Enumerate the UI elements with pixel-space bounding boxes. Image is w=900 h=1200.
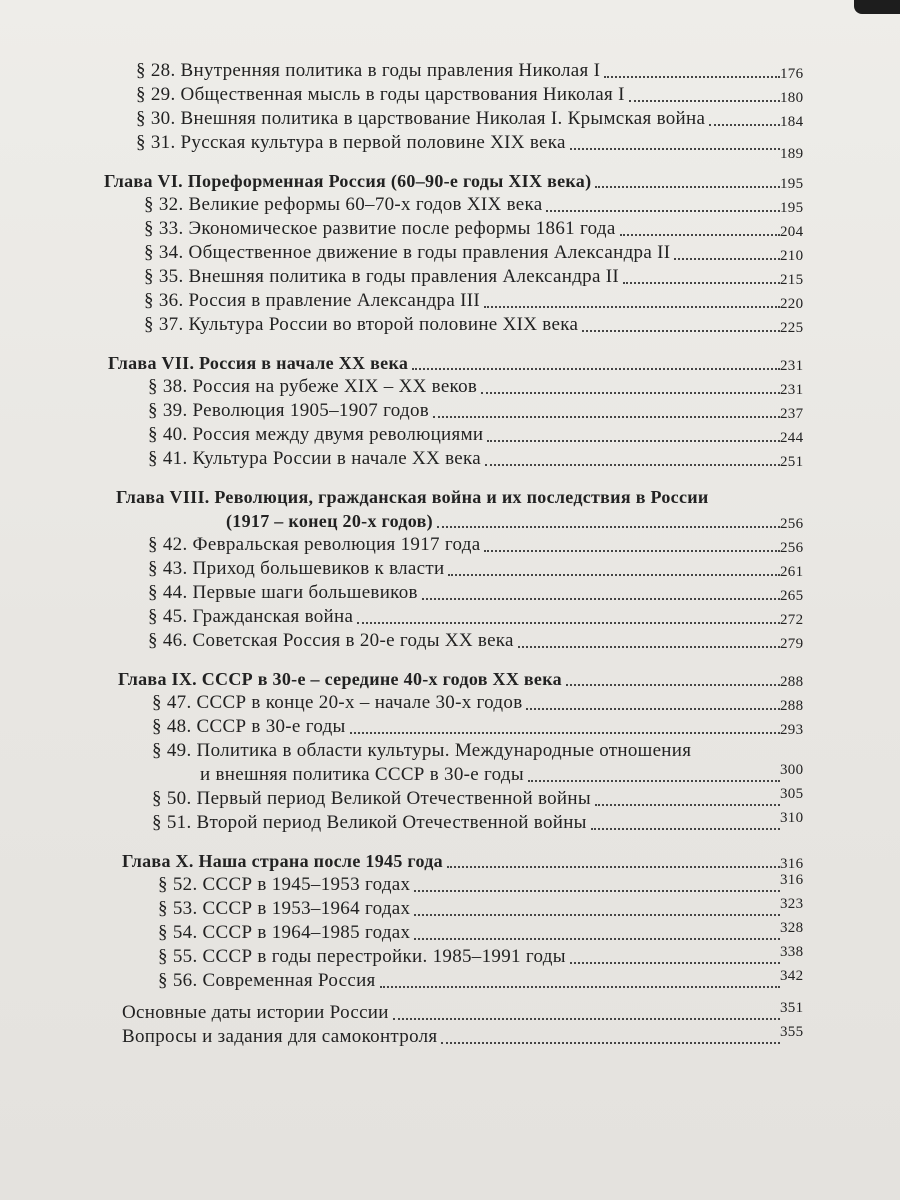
dot-leader (526, 708, 780, 710)
page-number: 195 (780, 200, 804, 216)
toc-entry-title: § 48. СССР в 30-е годы (152, 716, 346, 737)
toc-entry-title: § 44. Первые шаги большевиков (148, 582, 418, 603)
page-number: 288 (780, 698, 804, 714)
page-number: 293 (780, 722, 804, 738)
dot-leader (357, 622, 780, 624)
section-row[interactable] (100, 218, 804, 240)
chapter-row[interactable] (100, 486, 788, 508)
toc-entry-title: Глава VI. Пореформенная Россия (60–90-е годы XIX века) (104, 171, 592, 191)
page-number: 279 (780, 636, 804, 652)
section-row[interactable] (100, 582, 804, 604)
section-row[interactable] (100, 242, 804, 264)
section-row[interactable] (100, 314, 804, 336)
page-number: 316 (780, 856, 804, 872)
section-row[interactable] (100, 944, 804, 968)
toc-entry-title: § 38. Россия на рубеже XIX – XX веков (148, 376, 478, 397)
dot-leader (528, 780, 780, 782)
dot-leader (546, 210, 780, 212)
section-row[interactable] (100, 400, 804, 422)
page-number: 328 (780, 920, 804, 936)
section-row[interactable] (100, 424, 804, 446)
dot-leader (414, 890, 780, 892)
dot-leader (595, 186, 780, 188)
dot-leader (380, 986, 780, 988)
toc-entry-title: § 54. СССР в 1964–1985 годах (158, 922, 411, 943)
page-number: 323 (780, 896, 804, 912)
page-number: 256 (780, 540, 804, 556)
page-number: 231 (780, 382, 804, 398)
dot-leader (709, 124, 780, 126)
page-number: 237 (780, 406, 804, 422)
toc-entry-title: Глава VII. Россия в начале XX века (108, 353, 409, 373)
toc-entry-title: и внешняя политика СССР в 30-е годы (200, 764, 524, 785)
section-gap (100, 992, 788, 1000)
section-row[interactable] (100, 376, 804, 398)
dot-leader (487, 440, 780, 442)
page-number: 180 (780, 90, 804, 106)
page-number: 256 (780, 516, 804, 532)
dot-leader (591, 828, 780, 830)
section-row[interactable] (100, 692, 804, 714)
page-number: 316 (780, 872, 804, 888)
toc-entry-title: § 30. Внешняя политика в царствование Николая I. Крымская война (136, 108, 706, 129)
toc-entry-title: § 55. СССР в годы перестройки. 1985–1991 годы (158, 946, 566, 967)
toc-entry-title: § 45. Гражданская война (148, 606, 354, 627)
section-row[interactable] (100, 920, 804, 944)
toc-entry-title: Глава IX. СССР в 30-е – середине 40-х годов XX века (118, 669, 562, 689)
page-number: 300 (780, 762, 804, 778)
section-row[interactable] (100, 762, 804, 786)
toc-entry-title: § 32. Великие реформы 60–70-х годов XIX века (144, 194, 543, 215)
dot-leader (422, 598, 780, 600)
toc-entry-title: § 40. Россия между двумя революциями (148, 424, 484, 445)
section-gap (100, 154, 788, 168)
page-number: 215 (780, 272, 804, 288)
dot-leader (629, 100, 780, 102)
toc-entry-title: § 42. Февральская революция 1917 года (148, 534, 481, 555)
dot-leader (350, 732, 780, 734)
dot-leader (481, 392, 780, 394)
toc-entry-title: § 28. Внутренняя политика в годы правления Николая I (136, 60, 601, 81)
section-row[interactable] (100, 132, 804, 162)
chapter-row[interactable] (100, 170, 804, 192)
toc-entry-title: § 46. Советская Россия в 20-е годы XX века (148, 630, 514, 651)
section-gap (100, 470, 788, 484)
chapter-row[interactable] (100, 668, 804, 690)
dot-leader (582, 330, 780, 332)
page-number: 288 (780, 674, 804, 690)
section-row[interactable] (100, 266, 804, 288)
dot-leader (414, 938, 780, 940)
section-row[interactable] (100, 84, 804, 106)
section-row[interactable] (100, 606, 804, 628)
page-number: 204 (780, 224, 804, 240)
toc-entry-title: § 35. Внешняя политика в годы правления Александра II (144, 266, 620, 287)
page-number: 184 (780, 114, 804, 130)
toc-entry-title: § 47. СССР в конце 20-х – начале 30-х годов (152, 692, 523, 713)
toc-entry-title: Глава X. Наша страна после 1945 года (122, 851, 443, 871)
page-number: 310 (780, 810, 804, 826)
page-number: 338 (780, 944, 804, 960)
dot-leader (623, 282, 780, 284)
dot-leader (447, 866, 780, 868)
dot-leader (518, 646, 780, 648)
section-gap (100, 336, 788, 350)
section-row[interactable] (100, 968, 804, 992)
section-row[interactable] (100, 716, 804, 738)
page-number: 351 (780, 1000, 804, 1016)
toc-entry-title: § 53. СССР в 1953–1964 годах (158, 898, 411, 919)
toc-entry-title: § 41. Культура России в начале XX века (148, 448, 481, 469)
dot-leader (484, 550, 780, 552)
page-number: 265 (780, 588, 804, 604)
page-number: 251 (780, 454, 804, 470)
toc-entry-title: § 37. Культура России во второй половине XIX века (144, 314, 579, 335)
toc-entry-title: § 51. Второй период Великой Отечественной войны (152, 812, 587, 833)
toc-entry-title: Вопросы и задания для самоконтроля (122, 1026, 438, 1047)
dot-leader (448, 574, 780, 576)
page-number: 195 (780, 176, 804, 192)
section-row[interactable] (100, 448, 804, 470)
dot-leader (604, 76, 780, 78)
dot-leader (570, 962, 780, 964)
section-row[interactable] (100, 630, 804, 652)
chapter-row[interactable] (100, 850, 804, 872)
table-of-contents (100, 58, 804, 1048)
page-number: 272 (780, 612, 804, 628)
dot-leader (674, 258, 780, 260)
toc-entry-title: § 56. Современная Россия (158, 970, 376, 991)
page-number: 244 (780, 430, 804, 446)
toc-entry-title: § 50. Первый период Великой Отечественной войны (152, 788, 591, 809)
dot-leader (412, 368, 780, 370)
page-number: 305 (780, 786, 804, 802)
page-number: 189 (780, 146, 804, 162)
dot-leader (484, 306, 780, 308)
chapter-row[interactable] (100, 510, 804, 532)
dot-leader (433, 416, 780, 418)
dot-leader (566, 684, 780, 686)
section-row[interactable] (100, 290, 804, 312)
section-row[interactable] (100, 740, 788, 762)
page-number: 342 (780, 968, 804, 984)
section-row[interactable] (100, 558, 804, 580)
dot-leader (620, 234, 780, 236)
page-number: 231 (780, 358, 804, 374)
dot-leader (441, 1042, 780, 1044)
page-number: 220 (780, 296, 804, 312)
toc-entry-title: § 31. Русская культура в первой половине XIX века (136, 132, 566, 153)
section-row[interactable] (100, 872, 804, 896)
toc-entry-title: § 43. Приход большевиков к власти (148, 558, 445, 579)
section-row[interactable] (100, 534, 804, 556)
page-number: 261 (780, 564, 804, 580)
section-gap (100, 652, 788, 666)
page-number: 210 (780, 248, 804, 264)
section-gap (100, 834, 788, 848)
toc-entry-title: Основные даты истории России (122, 1002, 389, 1023)
toc-entry-title: § 49. Политика в области культуры. Международные отношения (152, 740, 692, 761)
section-row[interactable] (100, 1024, 804, 1048)
toc-entry-title: § 29. Общественная мысль в годы царствования Николая I (136, 84, 625, 105)
toc-entry-title: § 34. Общественное движение в годы правления Александра II (144, 242, 671, 263)
dot-leader (393, 1018, 780, 1020)
section-row[interactable] (100, 60, 804, 82)
section-row[interactable] (100, 786, 804, 810)
page-number: 225 (780, 320, 804, 336)
page-number: 355 (780, 1024, 804, 1040)
dot-leader (485, 464, 780, 466)
dot-leader (595, 804, 780, 806)
section-row[interactable] (100, 108, 804, 130)
section-row[interactable] (100, 810, 804, 834)
section-row[interactable] (100, 896, 804, 920)
toc-entry-title: § 33. Экономическое развитие после реформы 1861 года (144, 218, 616, 239)
dot-leader (570, 148, 780, 150)
section-row[interactable] (100, 1000, 804, 1024)
toc-entry-title: (1917 – конец 20-х годов) (226, 511, 433, 531)
toc-entry-title: § 36. Россия в правление Александра III (144, 290, 481, 311)
dark-corner (854, 0, 900, 14)
dot-leader (414, 914, 780, 916)
chapter-row[interactable] (100, 352, 804, 374)
toc-entry-title: Глава VIII. Революция, гражданская война и их последствия в России (116, 487, 709, 507)
page-number: 176 (780, 66, 804, 82)
toc-entry-title: § 52. СССР в 1945–1953 годах (158, 874, 411, 895)
toc-entry-title: § 39. Революция 1905–1907 годов (148, 400, 430, 421)
dot-leader (437, 526, 780, 528)
section-row[interactable] (100, 194, 804, 216)
